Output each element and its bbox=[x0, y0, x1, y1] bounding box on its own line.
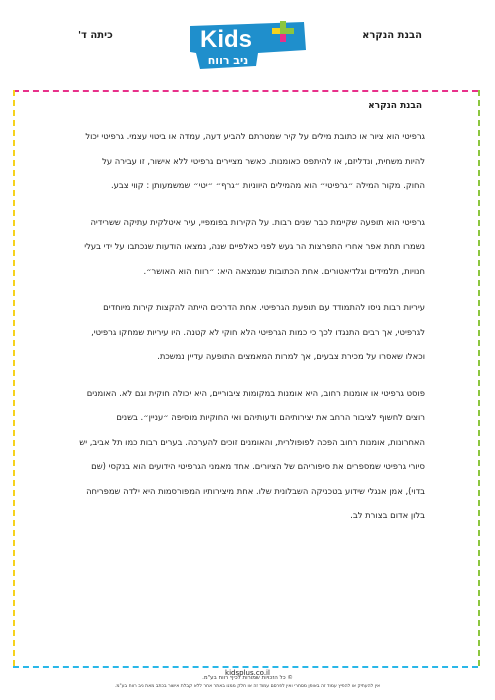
reading-passage bbox=[78, 124, 425, 540]
site-url[interactable]: kidsplus.co.il bbox=[222, 669, 273, 677]
paragraph: עיריות רבות ניסו להתמודד עם תופעת הגרפיטי. אחת הדרכים הייתה להקצות קירות מיוחדים לגרפיטי, אך רבים התנגדו לכך כי כמות הגרפיטי הלא חוקי לא קטנה. היו עיריות שמחקו גרפיטי, וכאלו שאסרו על מכירת צבעים, אך למרות המאמצים התופעה עדיין נמשכת. bbox=[91, 302, 425, 361]
copyright-note: © כל הזכויות שמורות לכיף רווח בע"מ. bbox=[202, 675, 293, 681]
logo-tagline: ניב רווח bbox=[207, 54, 249, 67]
paragraph: פוסט גרפיטי או אומנות רחוב, היא אומנות במקומות ציבוריים, היא יכולה חוקית וגם לא. האומנים רוצים לחשוף לציבור הרחב את יצירותיהם ודעותיהם ואי החוקיות מוסיפה ״עניין״. בשנים האחרונות, אומנות רחוב הפכה לפופולרית, והאומנים זוכים להערכה. בערים רבות כמו תל אביב, יש סיורי גרפיטי שמספרים את סיפוריהם של הציורים. אחד מאמני הגרפיטי הידועים הוא בנקסי (שם בדוי), אמן אנגלי שידוע בטכניקה השבלונית שלו. אחת מיצירותיו המפורסמות היא ילדה שמפריחה בלון אדום בצורת לב. bbox=[79, 387, 425, 520]
subject-label: הבנת הנקרא bbox=[362, 30, 422, 41]
kidsplus-logo bbox=[186, 20, 310, 70]
paragraph: גרפיטי הוא תופעה שקיימת כבר שנים רבות. על הקירות בפומפיי, עיר איטלקית עתיקה ששרידיה נשמרו תחת אפר אחרי התפרצות הר געש לפני כאלפיים שנה, נמצאו הודעות שנכתבו על ידי בעלי חנויות, תלמידים וגלדיאטורים. אחת הכתובות שנמצאה היא: ״רווח הוא האושר״. bbox=[84, 216, 425, 276]
frame-right-border bbox=[478, 90, 480, 666]
disclaimer-note: אין להעתיק או להפיץ עמוד זה באופן מסחרי ואין לפרסם עמוד זה או חלק ממנו באתר אחר ללא קבלת אישור בכתב מאת ניב רווח בע"מ. bbox=[114, 684, 381, 689]
grade-label: כיתה ד' bbox=[78, 30, 113, 41]
document-title: הבנת הנקרא bbox=[368, 101, 422, 111]
frame-left-border bbox=[13, 90, 15, 666]
frame-top-border bbox=[13, 90, 478, 92]
paragraph: גרפיטי הוא ציור או כתובת מילים על קיר שמטרתם להביע דעה, עמדה או ביטוי עצמי. גרפיטי יכול להיות משחית, ונדליזם, או להיתפס כאומנות. כאשר מציירים גרפיטי ללא אישור, זו עבירה על החוק. מקור המילה ״גרפיטי״ הוא מהמילים היווניות ״גרף״ ״יטי״ שמשמעותן : קווי צבע. bbox=[85, 131, 425, 190]
svg-text:Kids: Kids bbox=[200, 26, 253, 53]
